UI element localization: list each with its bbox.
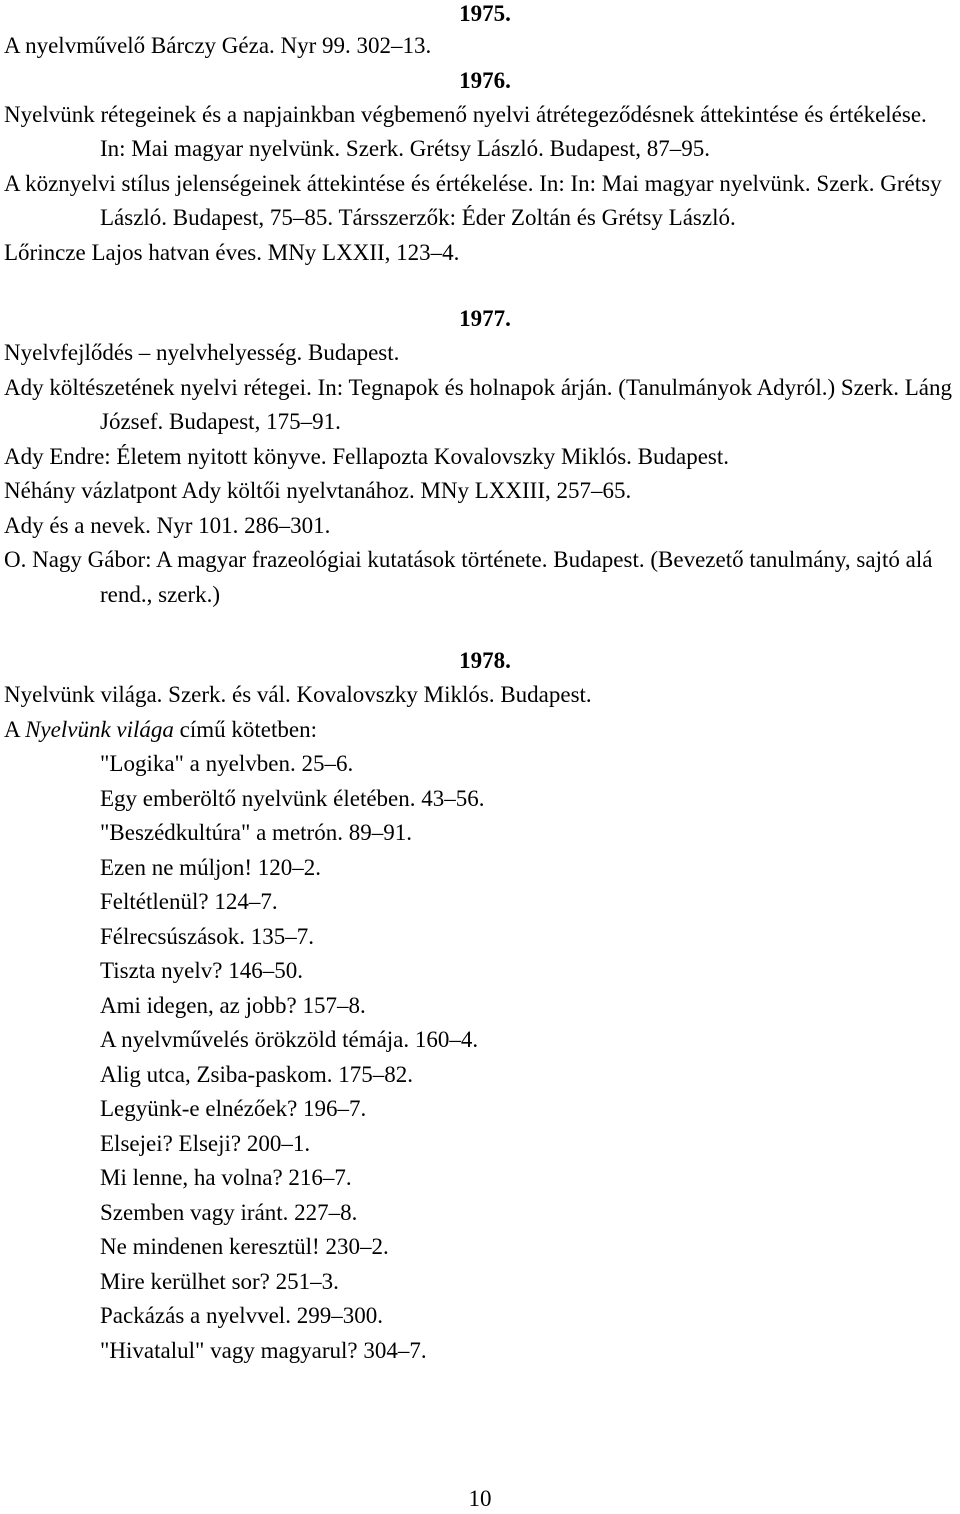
bibliography-entry: Ady Endre: Életem nyitott könyve. Fellapozta Kovalovszky Miklós. Budapest. [4, 443, 730, 469]
article-item: Ezen ne múljon! 120–2. [100, 854, 322, 880]
article-item: Félrecsúszások. 135–7. [100, 923, 314, 949]
bibliography-entry: Nyelvünk világa. Szerk. és vál. Kovalovszky Miklós. Budapest. [4, 682, 592, 707]
bibliography-entry: Ady költészetének nyelvi rétegei. In: Tegnapok és holnapok árján. (Tanulmányok Adyról.) Szerk. Láng József. Budapest, 175–91. [4, 374, 953, 434]
article-item: Packázás a nyelvvel. 299–300. [100, 1303, 383, 1328]
bibliography-entry: Nyelvfejlődés – nyelvhelyesség. Budapest. [4, 340, 400, 365]
article-item: "Hivatalul" vagy magyarul? 304–7. [100, 1337, 427, 1363]
article-item: Mire kerülhet sor? 251–3. [100, 1268, 339, 1294]
article-item: "Beszédkultúra" a metrón. 89–91. [100, 820, 412, 845]
bibliography-entry: Néhány vázlatpont Ady költői nyelvtanához. MNy LXXIII, 257–65. [4, 478, 632, 503]
year-heading-1975: 1975. [459, 1, 511, 26]
volume-intro [0, 713, 960, 748]
article-item: Feltétlenül? 124–7. [100, 889, 278, 914]
article-item: Ami idegen, az jobb? 157–8. [100, 992, 366, 1018]
bibliography-entry: A köznyelvi stílus jelenségeinek áttekintése és értékelése. In: In: Mai magyar nyelvünk. Szerk. Grétsy László. Budapest, 75–85. Társszerzők: Éder Zoltán és Grétsy László. [4, 170, 942, 230]
page-number: 10 [468, 1486, 492, 1511]
article-item: Tiszta nyelv? 146–50. [100, 958, 303, 983]
article-item: Ne mindenen keresztül! 230–2. [100, 1234, 389, 1259]
article-item: Mi lenne, ha volna? 216–7. [100, 1165, 352, 1190]
bibliography-entry: Nyelvünk rétegeinek és a napjainkban végbemenő nyelvi átrétegeződésnek áttekintése és értékelése. In: Mai magyar nyelvünk. Szerk. Grétsy László. Budapest, 87–95. [4, 101, 927, 161]
section-spacer [0, 612, 960, 644]
bibliography-entry: O. Nagy Gábor: A magyar frazeológiai kutatások története. Budapest. (Bevezető tanulmány, sajtó alá rend., szerk.) [4, 547, 933, 607]
article-item: Elsejei? Elseji? 200–1. [100, 1130, 311, 1156]
article-item: Egy emberöltő nyelvünk életében. 43–56. [100, 785, 485, 811]
bibliography-entry: Ady és a nevek. Nyr 101. 286–301. [4, 512, 331, 538]
year-heading-1977: 1977. [459, 306, 511, 331]
article-item: Legyünk-e elnézőek? 196–7. [100, 1096, 367, 1121]
article-item: Szemben vagy iránt. 227–8. [100, 1199, 358, 1225]
bibliography-entry: Lőrincze Lajos hatvan éves. MNy LXXII, 123–4. [4, 239, 460, 265]
section-spacer [0, 270, 960, 302]
intro-prefix: A [4, 716, 26, 742]
intro-suffix: című kötetben: [173, 716, 317, 742]
bibliography-entry: A nyelvművelő Bárczy Géza. Nyr 99. 302–13. [4, 33, 432, 58]
article-item: A nyelvművelés örökzöld témája. 160–4. [100, 1027, 479, 1052]
year-heading-1976: 1976. [459, 67, 511, 93]
year-heading-1978: 1978. [459, 648, 511, 673]
article-item: Alig utca, Zsiba-paskom. 175–82. [100, 1061, 414, 1087]
volume-title: Nyelvünk világa [25, 716, 174, 742]
article-item: "Logika" a nyelvben. 25–6. [100, 751, 354, 776]
